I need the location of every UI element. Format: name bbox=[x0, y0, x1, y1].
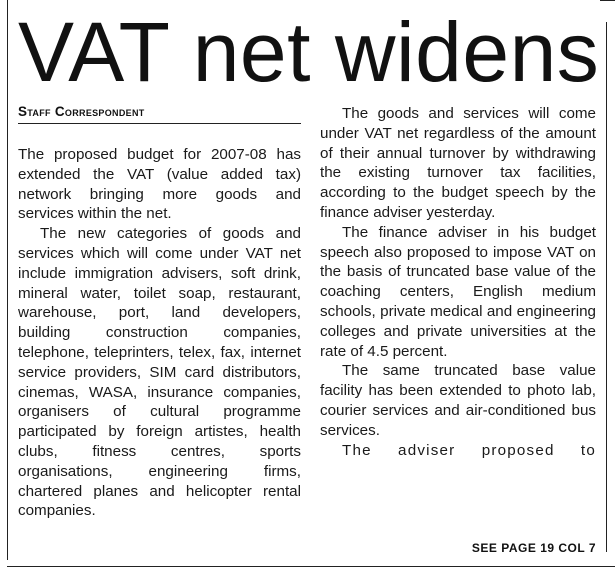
right-paragraph-1: The goods and services will come under VAT net regardless of the amount of their annual turnover by withdrawing the existing turnover tax facilities, according to the budget speech by the finance adviser yesterday. bbox=[320, 105, 596, 221]
left-paragraph-1: The proposed budget for 2007-08 has extended the VAT (value added tax) network bringing more goods and services within the net. bbox=[18, 146, 301, 223]
right-paragraph-4: The adviser proposed to bbox=[342, 441, 596, 459]
right-paragraph-2: The finance adviser in his budget speech also proposed to impose VAT on the basis of truncated base value of the coaching centers, English medium schools, private medical and engineering colleges and private universities at the rate of 4.5 percent. bbox=[320, 223, 596, 360]
byline: Staff Correspondent bbox=[18, 104, 301, 124]
left-paragraph-2: The new categories of goods and services which will come under VAT net include immigration advisers, soft drink, mineral water, toilet soap, restaurant, warehouse, port, land developers, building construction companies, telephone, teleprinters, telex, fax, internet service providers, SIM card distributors, cinemas, WASA, insurance companies, organisers of cultural programme participated by foreign artistes, health clubs, fitness centres, sports organisations, engineering firms, chartered planes and helicopter rental companies. bbox=[18, 225, 301, 520]
continuation-note: SEE PAGE 19 COL 7 bbox=[471, 541, 596, 555]
headline: VAT net widens bbox=[18, 5, 600, 99]
left-column bbox=[18, 145, 301, 521]
left-border-rule bbox=[7, 0, 8, 560]
top-right-rule bbox=[600, 0, 615, 1]
right-paragraph-3: The same truncated base value facility has been extended to photo lab, courier services and air-conditioned bus services. bbox=[320, 362, 596, 439]
byline-block bbox=[18, 104, 301, 124]
bottom-border-rule bbox=[7, 566, 615, 567]
right-column bbox=[320, 104, 596, 460]
right-border-rule bbox=[606, 22, 607, 552]
